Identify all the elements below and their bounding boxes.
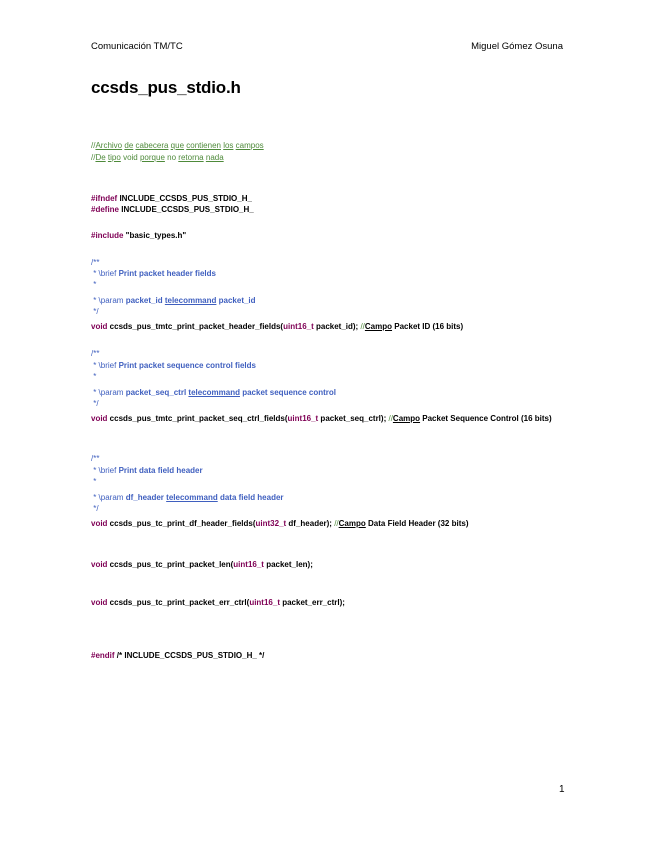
doc2-close: */ [91,399,99,408]
include-line: #include "basic_types.h" [91,231,187,240]
doc2-brief: * \brief Print packet sequence control fields [91,361,256,370]
doc3-brief: * \brief Print data field header [91,466,203,475]
func2-signature: void ccsds_pus_tmtc_print_packet_seq_ctrl_fields(uint16_t packet_seq_ctrl); //Campo Packet Sequence Control (16 bits) [91,414,552,423]
doc2-star: * [91,372,97,381]
doc3-star: * [91,477,97,486]
comment-line-1: //Archivo de cabecera que contienen los campos [91,141,264,150]
doc3-param: * \param df_header telecommand data field header [91,493,284,502]
func5-signature: void ccsds_pus_tc_print_packet_err_ctrl(uint16_t packet_err_ctrl); [91,598,345,607]
doc1-param: * \param packet_id telecommand packet_id [91,296,256,305]
doc3-open: /** [91,454,100,463]
doc1-open: /** [91,258,100,267]
func4-signature: void ccsds_pus_tc_print_packet_len(uint16_t packet_len); [91,560,313,569]
func1-signature: void ccsds_pus_tmtc_print_packet_header_fields(uint16_t packet_id); //Campo Packet ID (16 bits) [91,322,464,331]
doc3-close: */ [91,504,99,513]
doc1-close: */ [91,307,99,316]
doc2-param: * \param packet_seq_ctrl telecommand packet sequence control [91,388,337,397]
func3-signature: void ccsds_pus_tc_print_df_header_fields(uint32_t df_header); //Campo Data Field Header (32 bits) [91,519,469,528]
define-line: #define INCLUDE_CCSDS_PUS_STDIO_H_ [91,205,254,214]
doc1-star: * [91,280,97,289]
ifndef-line: #ifndef INCLUDE_CCSDS_PUS_STDIO_H_ [91,194,252,203]
page-number: 1 [559,784,565,795]
doc1-brief: * \brief Print packet header fields [91,269,216,278]
header-left: Comunicación TM/TC [91,41,183,52]
header-right: Miguel Gómez Osuna [471,41,563,52]
doc2-open: /** [91,349,100,358]
document-title: ccsds_pus_stdio.h [91,78,241,97]
endif-line: #endif /* INCLUDE_CCSDS_PUS_STDIO_H_ */ [91,651,265,660]
comment-line-2: //De tipo void porque no retorna nada [91,153,224,162]
